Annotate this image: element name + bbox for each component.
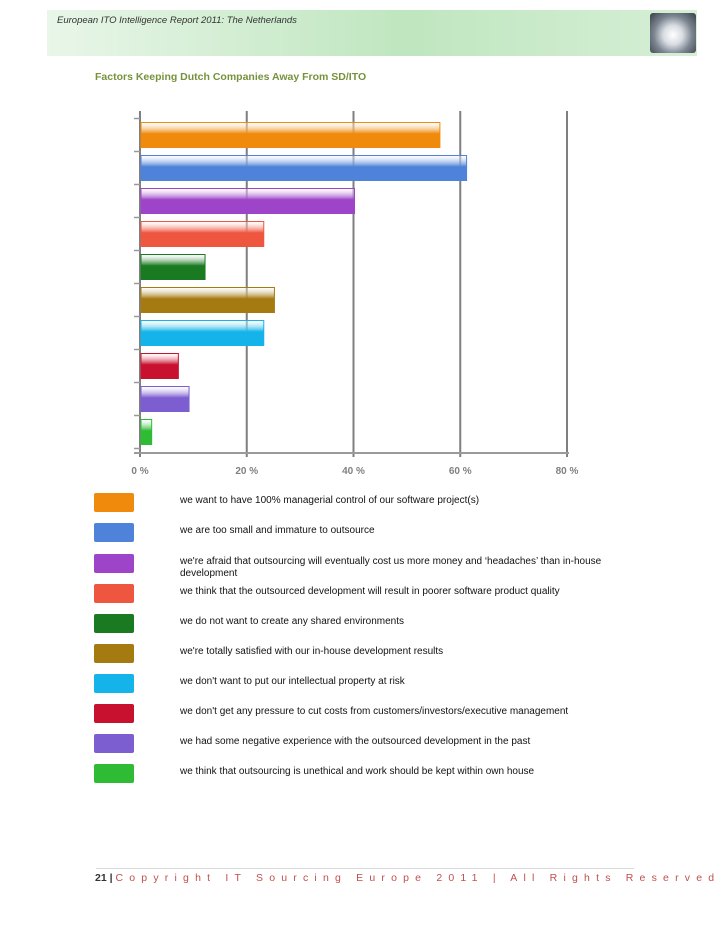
bar (141, 123, 440, 148)
legend-swatch (94, 764, 134, 783)
x-tick-label: 20 % (235, 466, 259, 477)
bar (141, 288, 274, 313)
legend-swatch (94, 734, 134, 753)
x-tick-label: 60 % (448, 466, 472, 477)
legend-label: we do not want to create any shared environments (180, 616, 405, 627)
bar (141, 354, 178, 379)
x-tick-label: 40 % (342, 466, 365, 477)
bar (141, 156, 467, 181)
bar (141, 321, 264, 346)
legend-swatch (94, 493, 134, 512)
x-tick-label: 80 % (555, 466, 579, 477)
legend-item (0, 644, 728, 668)
page-title: Factors Keeping Dutch Companies Away From SD/ITO (95, 71, 367, 83)
header-title: European ITO Intelligence Report 2011: The Netherlands (57, 15, 297, 26)
legend-swatch (94, 644, 134, 663)
bar (141, 189, 355, 214)
bar (141, 222, 264, 247)
legend-swatch (94, 674, 134, 693)
legend-swatch (94, 554, 134, 573)
legend-item (0, 554, 728, 578)
legend-swatch (94, 523, 134, 542)
legend-item (0, 734, 728, 758)
legend-item (0, 704, 728, 728)
legend-label: we don't get any pressure to cut costs from customers/investors/executive management (180, 706, 569, 717)
page-number: 21 (95, 872, 107, 884)
footer-rule (96, 868, 634, 869)
legend-label: we are too small and immature to outsource (180, 525, 375, 536)
legend-item (0, 493, 728, 517)
page-footer (95, 872, 720, 884)
footer-separator: | (109, 872, 113, 884)
legend-swatch (94, 584, 134, 603)
legend-label: we think that the outsourced development will result in poorer software product quality (180, 586, 560, 597)
bar (141, 387, 189, 412)
legend-label: we had some negative experience with the outsourced development in the past (180, 736, 531, 747)
legend-label: we're afraid that outsourcing will eventually cost us more money and ‘headaches’ than in-house development (180, 556, 602, 579)
legend-label: we think that outsourcing is unethical and work should be kept within own house (180, 766, 535, 777)
legend-item (0, 764, 728, 788)
legend-label: we're totally satisfied with our in-house development results (180, 646, 444, 657)
legend-item (0, 674, 728, 698)
legend-label: we don't want to put our intellectual property at risk (180, 676, 405, 687)
legend-swatch (94, 614, 134, 633)
bar (141, 420, 152, 445)
copyright-text: Copyright IT Sourcing Europe 2011 | All Rights Reserved (115, 872, 721, 884)
legend-item (0, 584, 728, 608)
bar (141, 255, 205, 280)
x-tick-label: 0 % (131, 466, 149, 477)
legend-label: we want to have 100% managerial control of our software project(s) (180, 495, 480, 506)
legend-item (0, 614, 728, 638)
legend-item (0, 523, 728, 547)
legend-swatch (94, 704, 134, 723)
